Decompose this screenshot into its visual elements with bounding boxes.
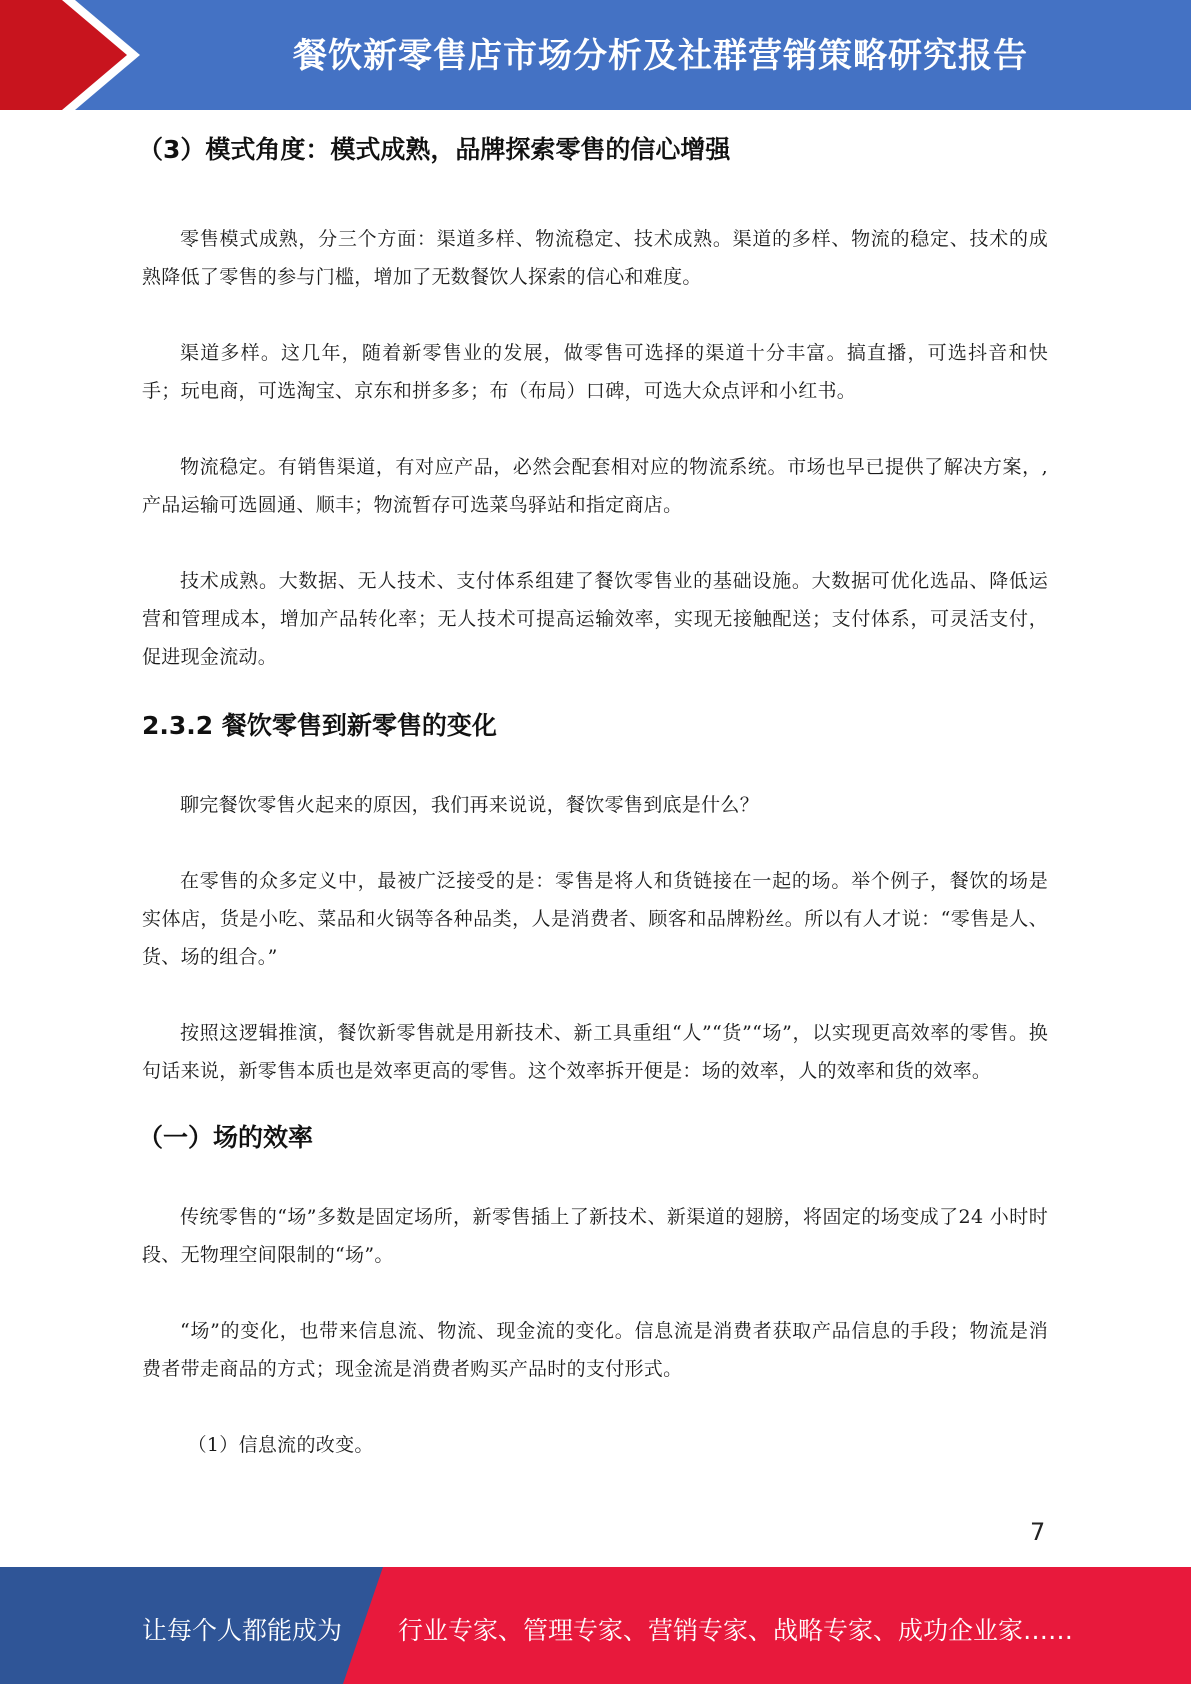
- paragraph-channels: 渠道多样。这几年，随着新零售业的发展，做零售可选择的渠道十分丰富。搞直播，可选抖音和快手；玩电商，可选淘宝、京东和拼多多；布（布局）口碑，可选大众点评和小红书。: [142, 342, 1048, 402]
- subsection-heading-venue: （一）场的效率: [138, 1123, 314, 1152]
- footer-slogan-right: 行业专家、管理专家、营销专家、战略专家、成功企业家……: [398, 1616, 1074, 1645]
- footer-banner: [0, 1567, 1191, 1684]
- paragraph-logistics: 物流稳定。有销售渠道，有对应产品，必然会配套相对应的物流系统。市场也早已提供了解决方案，,产品运输可选圆通、顺丰；物流暂存可选菜鸟驿站和指定商店。: [142, 456, 1048, 516]
- paragraph-new-retail-logic: 按照这逻辑推演，餐饮新零售就是用新技术、新工具重组“人”“货”“场”，以实现更高效率的零售。换句话来说，新零售本质也是效率更高的零售。这个效率拆开便是：场的效率，人的效率和货的效率。: [142, 1022, 1048, 1082]
- subsection-heading-mode: （3）模式角度：模式成熟，品牌探索零售的信心增强: [138, 135, 731, 164]
- paragraph-venue-flows: “场”的变化，也带来信息流、物流、现金流的变化。信息流是消费者获取产品信息的手段；物流是消费者带走商品的方式；现金流是消费者购买产品时的支付形式。: [142, 1320, 1048, 1380]
- paragraph-mode-overview: 零售模式成熟，分三个方面：渠道多样、物流稳定、技术成熟。渠道的多样、物流的稳定、技术的成熟降低了零售的参与门槛，增加了无数餐饮人探索的信心和难度。: [142, 228, 1048, 288]
- paragraph-change-intro: 聊完餐饮零售火起来的原因，我们再来说说，餐饮零售到底是什么？: [180, 794, 760, 816]
- paragraph-retail-definition: 在零售的众多定义中，最被广泛接受的是：零售是将人和货链接在一起的场。举个例子，餐饮的场是实体店，货是小吃、菜品和火锅等各种品类，人是消费者、顾客和品牌粉丝。所以有人才说：“零售是人、货、场的组合。”: [142, 870, 1048, 968]
- paragraph-venue-traditional: 传统零售的“场”多数是固定场所，新零售插上了新技术、新渠道的翅膀，将固定的场变成了24 小时时段、无物理空间限制的“场”。: [142, 1206, 1048, 1266]
- list-item-information-flow: （1）信息流的改变。: [187, 1434, 374, 1456]
- header-banner: [0, 0, 1191, 110]
- page-number: 7: [1030, 1518, 1046, 1546]
- paragraph-technology: 技术成熟。大数据、无人技术、支付体系组建了餐饮零售业的基础设施。大数据可优化选品、降低运营和管理成本，增加产品转化率；无人技术可提高运输效率，实现无接触配送；支付体系，可灵活支付，促进现金流动。: [142, 570, 1048, 668]
- footer-slogan-left: 让每个人都能成为: [142, 1616, 343, 1645]
- page-content: [138, 130, 1048, 1464]
- document-title: 餐饮新零售店市场分析及社群营销策略研究报告: [293, 36, 1028, 76]
- section-heading-change: 2.3.2 餐饮零售到新零售的变化: [142, 711, 497, 740]
